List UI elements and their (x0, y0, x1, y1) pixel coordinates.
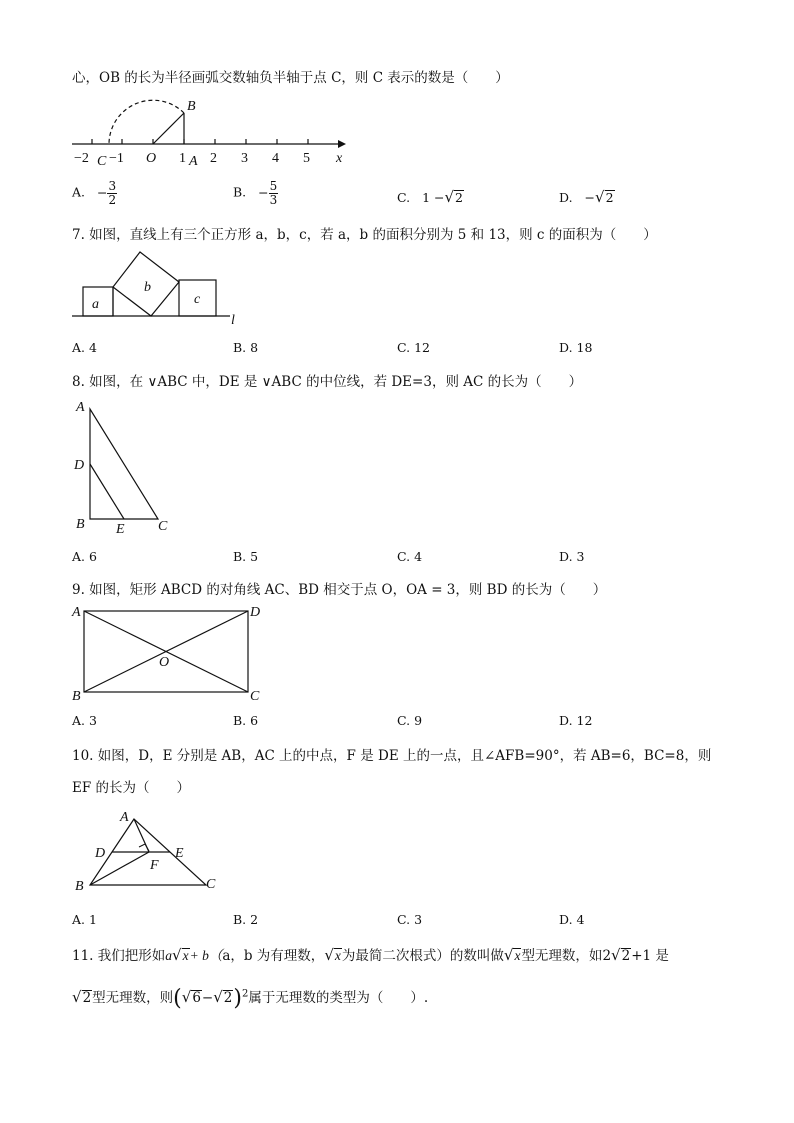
q10-stem-line1: 10. 如图，D，E 分别是 AB，AC 上的中点，F 是 DE 上的一点，且∠AFB=90°，若 AB=6，BC=8，则 (72, 748, 712, 764)
point-c-label: C (97, 154, 107, 169)
q9-point-b: B (72, 689, 81, 704)
q6-number-line-figure (0, 95, 794, 235)
q10-option-c[interactable]: C. 3 (397, 912, 423, 927)
q10-point-d: D (95, 846, 106, 861)
point-a-label: A (189, 154, 198, 169)
q6-stem: 心，OB 的长为半径画弧交数轴负半轴于点 C，则 C 表示的数是（ ） (72, 70, 509, 86)
q9-option-c[interactable]: C. 9 (397, 713, 423, 728)
q8-option-b[interactable]: B. 5 (233, 549, 259, 564)
q8-point-c: C (158, 519, 168, 534)
q7-option-b[interactable]: B. 8 (233, 340, 259, 355)
q10-point-e: E (175, 846, 184, 861)
q7-stem: 7. 如图，直线上有三个正方形 a，b，c，若 a，b 的面积分别为 5 和 13，则 c 的面积为（ ） (72, 227, 657, 243)
square-a-label: a (92, 297, 99, 312)
q10-triangle-figure (0, 805, 794, 905)
q6-option-c[interactable]: C. 1 −√2 (397, 188, 463, 206)
q8-triangle-figure (0, 395, 794, 545)
q7-option-c[interactable]: C. 12 (397, 340, 430, 355)
point-b-label: B (187, 99, 196, 114)
q8-option-c[interactable]: C. 4 (397, 549, 423, 564)
q8-option-a[interactable]: A. 6 (72, 549, 97, 564)
q7-option-a[interactable]: A. 4 (72, 340, 97, 355)
q8-option-d[interactable]: D. 3 (559, 549, 585, 564)
q9-point-d: D (250, 605, 261, 620)
tick-2: 2 (210, 151, 217, 166)
q9-option-a[interactable]: A. 3 (72, 713, 97, 728)
q10-option-d[interactable]: D. 4 (559, 912, 585, 927)
q9-stem: 9. 如图，矩形 ABCD 的对角线 AC、BD 相交于点 O，OA = 3，则 BD 的长为（ ） (72, 582, 607, 598)
q9-point-a: A (72, 605, 81, 620)
q9-point-o: O (159, 655, 170, 670)
q11-stem-line2: √2型无理数，则$(√6-√2)^2$属于无理数的类型为（ ）. (72, 986, 429, 1011)
tick-neg2: −2 (74, 151, 89, 166)
q10-stem-line2: EF 的长为（ ） (72, 780, 191, 796)
q9-rectangle-figure (0, 600, 794, 710)
q8-point-a: A (76, 400, 85, 415)
q6-option-b[interactable]: B. − $\frac{5}{3}$ (233, 179, 278, 207)
square-c-label: c (194, 292, 201, 307)
q10-point-f: F (150, 858, 159, 873)
q9-point-c: C (250, 689, 260, 704)
q8-stem: 8. 如图，在 ∨ABC 中，DE 是 ∨ABC 的中位线，若 DE=3，则 AC 的长为（ ） (72, 374, 583, 390)
square-b-label: b (144, 280, 151, 295)
axis-x-label: x (336, 151, 343, 166)
q7-squares-figure (0, 245, 794, 335)
tick-3: 3 (241, 151, 248, 166)
origin-label: O (146, 151, 157, 166)
q7-option-d[interactable]: D. 18 (559, 340, 593, 355)
q10-option-b[interactable]: B. 2 (233, 912, 259, 927)
tick-neg1: −1 (109, 151, 124, 166)
line-l-label: l (231, 313, 235, 328)
q10-point-b: B (75, 879, 84, 894)
tick-5: 5 (303, 151, 310, 166)
q10-point-c: C (206, 877, 216, 892)
q6-option-a[interactable]: A. − $\frac{3}{2}$ (72, 179, 117, 207)
q8-point-e: E (116, 522, 125, 537)
q9-option-b[interactable]: B. 6 (233, 713, 259, 728)
q9-option-d[interactable]: D. 12 (559, 713, 593, 728)
q8-point-b: B (76, 517, 85, 532)
q10-option-a[interactable]: A. 1 (72, 912, 97, 927)
q6-option-d[interactable]: D. −√2 (559, 188, 614, 206)
tick-1: 1 (179, 151, 186, 166)
q11-stem-line1: 11. 我们把形如a√x+ b（a，b 为有理数，√x为最简二次根式）的数叫做√x型无理数，如2√2+1 是 (72, 946, 669, 964)
tick-4: 4 (272, 151, 279, 166)
q8-point-d: D (74, 458, 85, 473)
q10-point-a: A (120, 810, 129, 825)
